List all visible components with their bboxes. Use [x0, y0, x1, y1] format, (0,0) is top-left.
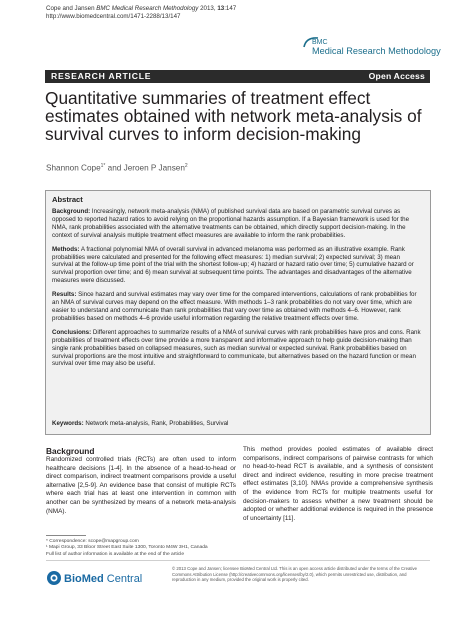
footnotes: [46, 539, 208, 558]
svg-text:BioMed Central: [64, 573, 142, 585]
article-type-label: RESEARCH ARTICLE: [51, 71, 152, 81]
brand-bio: Bio: [64, 573, 82, 585]
author-list: Shannon Cope$^{1*}$ and Jeroen P Jansen$^2$: [46, 163, 188, 173]
copyright-notice: © 2013 Cope and Jansen; licensee BioMed Central Ltd. This is an open access article distributed under the terms of the Creative Commons Attribution License (http://creativecommons.org/licenses/by/2.0), which permits unrestricted use, distribution, and reproduction in any medium, provided the original work is properly cited.: [172, 566, 418, 583]
background-paragraph: Randomized controlled trials (RCTs) are often used to inform healthcare decisions [1-4]. In the absence of a head-to-head or direct comparison, indirect treatment comparisons provide a useful alternative [2,5-9]. An evidence base that consist of multiple RCTs where each trial has at least one intervention in common with another can be synthesized by means of a network meta-analysis (NMA).: [46, 456, 236, 515]
author-2-affiliation: 2: [184, 163, 188, 169]
biomed-central-logo-icon: [46, 570, 156, 586]
citation-url[interactable]: http://www.biomedcentral.com/1471-2288/13/147: [46, 13, 181, 20]
citation-line-1: Cope and Jansen BMC Medical Research Methodology 2013, 13:147: [46, 5, 237, 12]
citation-header: [46, 5, 236, 21]
body-left-column: [46, 446, 236, 516]
keywords: Keywords: Network meta-analysis, Rank, Probabilities, Survival: [52, 420, 229, 427]
abstract-box: [45, 190, 431, 435]
journal-logo: [312, 38, 441, 56]
affiliation-note: ¹ Mapi Group, 33 Bloor Street East Suite 1300, Toronto M4W 3H1, Canada: [46, 545, 208, 551]
journal-name: BMC Medical Research Methodology: [96, 5, 199, 12]
background-heading: Background: [46, 446, 95, 456]
abstract-results: Results: Since hazard and survival estimates may vary over time for the compared interventions, calculations of rank probabilities for an NMA of survival curves may depend on the effect measure. With methods 1–3 rank probabilities do not vary over time, which are easier to understand and communicate than rank probabilities that vary over time as obtained with methods 4–6. However, rank probabilities based on methods 4–6 provide useful information regarding the relative treatment effects over time.: [52, 291, 417, 322]
abstract-conclusions: Conclusions: Different approaches to summarize results of a NMA of survival curves with rank probabilities have pros and cons. Rank probabilities of treatment effects over time provide a more transparent and informative approach to help guide decision-making than single rank probabilities based on collapsed measures, such as median survival or expected survival. Rank probabilities based on survival proportions are the most intuitive and straightforward to communicate, but alternatives based on the hazard function or mean survival over time may also be useful.: [52, 328, 421, 368]
article-type-banner: [45, 70, 430, 83]
journal-logo-name: Medical Research Methodology: [312, 46, 441, 56]
article-title: Quantitative summaries of treatment effect estimates obtained with network meta-analysis of survival curves to inform decision-making: [45, 88, 422, 144]
abstract-background: Background: Increasingly, network meta-analysis (NMA) of published survival data are based on parametric survival curves as opposed to reported hazard ratios to avoid relying on the proportional hazards assumption. If a Bayesian framework is used for the NMA, rank probabilities associated with the alternative treatments can be obtained, which directly support decision-making. In the context of survival analysis multiple treatment effect measures are available to inform the rank probabilities.: [52, 208, 410, 239]
footnote-divider: [46, 535, 86, 536]
footer-divider: [46, 560, 430, 561]
journal-logo-bmc: BMC: [312, 39, 328, 46]
brand-central: Central: [103, 573, 143, 585]
body-right-column: [243, 446, 433, 523]
author-1-affiliation: 1*: [100, 163, 106, 169]
abstract-methods: Methods: A fractional polynomial NMA of overall survival in advanced melanoma was performed as an illustrative example. Rank probabilities were calculated and presented for the following effect measures: 1) median survival; 2) expected survival; 3) mean survival at the follow-up time point of the trial with the shortest follow-up; 4) hazard or hazard ratio over time; 5) cumulative hazard or survival proportion over time; and 6) mean survival at subsequent time points. The advantages and disadvantages of the alternative measures were discussed.: [52, 245, 414, 285]
background-paragraph-continued: This method provides pooled estimates of available direct comparisons, indirect comparisons of pairwise contrasts for which no head-to-head RCT is available, and a synthesis of consistent direct and indirect evidence, resulting in more precise treatment effect estimates [3,10]. NMAs provide a comprehensive synthesis of the evidence from RCTs for multiple treatments useful for decision-makers to assess whether a new treatment should be adopted or whether additional evidence is required in the presence of uncertainty [11].: [243, 446, 433, 522]
brand-med: Med: [81, 573, 104, 585]
author-1: Shannon Cope: [46, 163, 101, 173]
author-2: Jeroen P Jansen: [123, 163, 185, 173]
author-info-note: Full list of author information is available at the end of the article: [46, 551, 185, 557]
open-access-label: Open Access: [368, 71, 425, 81]
abstract-heading: Abstract: [52, 195, 83, 204]
abstract-body: [52, 208, 422, 374]
correspondence-note: * Correspondence: scope@mapgroup.com: [46, 539, 139, 544]
